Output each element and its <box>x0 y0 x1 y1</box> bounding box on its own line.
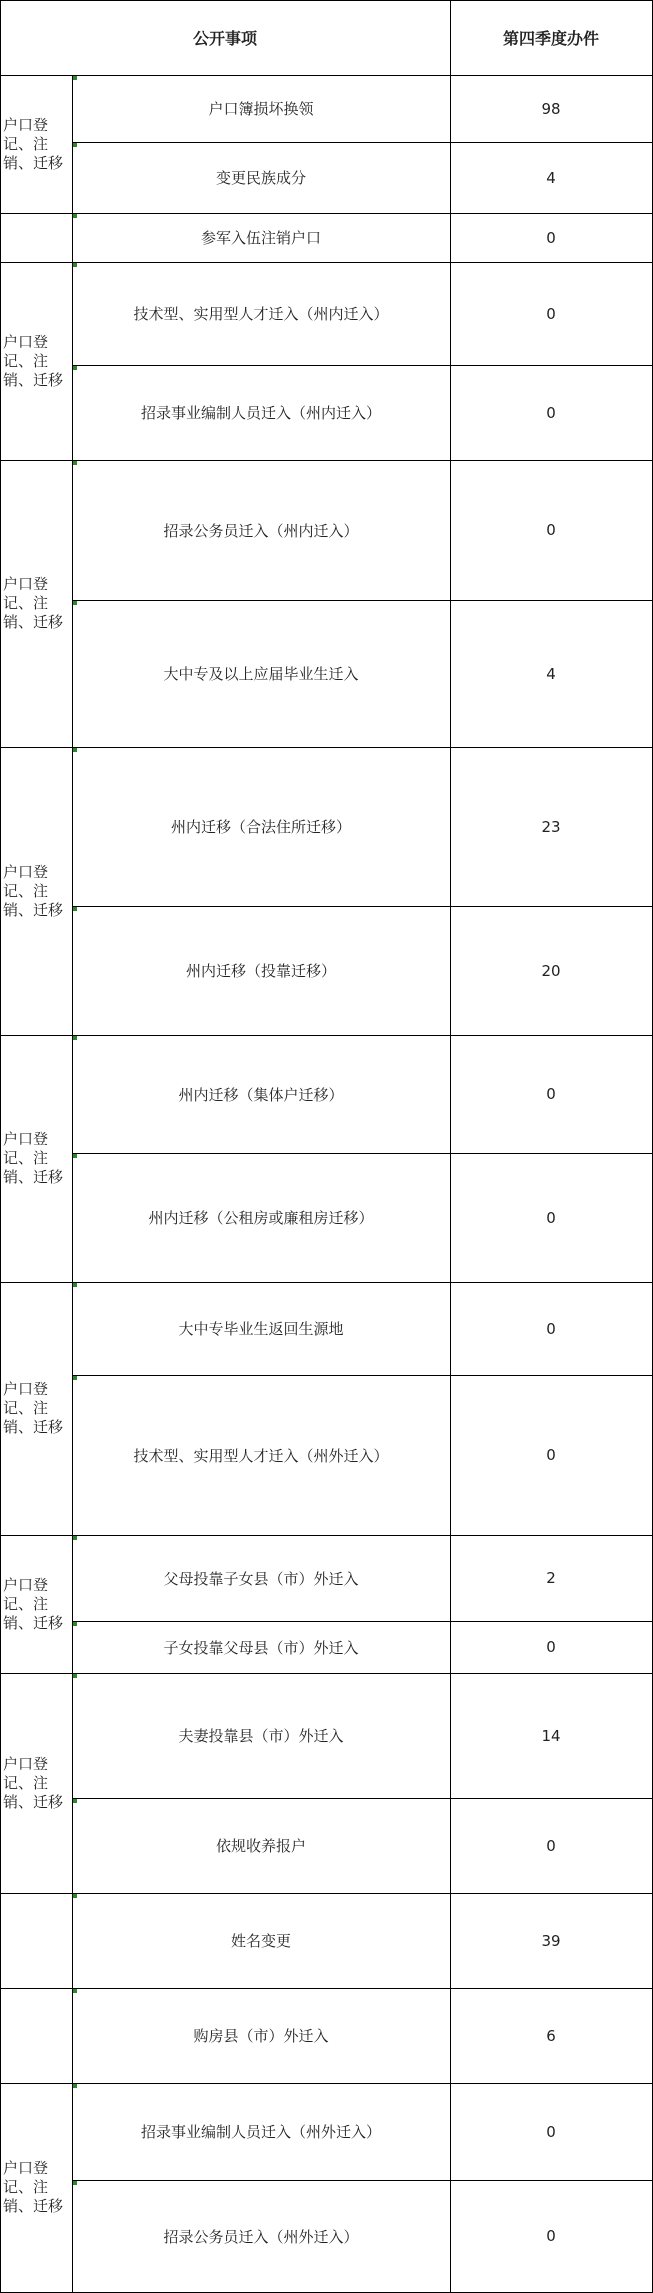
row-separator <box>72 1535 653 1536</box>
cell-corner-mark <box>73 366 77 370</box>
row-separator <box>72 906 653 907</box>
count-cell: 0 <box>546 304 556 323</box>
category-separator <box>0 747 73 748</box>
category-separator <box>0 1893 73 1894</box>
row-separator <box>72 1035 653 1036</box>
row-separator <box>72 1621 653 1622</box>
category-separator <box>0 1035 73 1036</box>
header-item-column: 公开事项 <box>192 29 257 48</box>
category-cell <box>0 75 70 213</box>
item-name-cell: 依规收养报户 <box>215 1837 306 1855</box>
category-label: 户口登记、注销、迁移 <box>3 1575 64 1632</box>
table-left-border <box>0 0 1 2293</box>
row-separator <box>72 142 653 143</box>
row-separator <box>72 365 653 366</box>
cell-corner-mark <box>73 1376 77 1380</box>
count-cell: 0 <box>546 521 556 539</box>
cell-corner-mark <box>73 1674 77 1678</box>
category-separator <box>0 213 73 214</box>
row-separator <box>72 1375 653 1376</box>
header-count-column: 第四季度办件 <box>502 29 599 48</box>
row-separator <box>72 460 653 461</box>
category-cell <box>0 460 70 747</box>
count-cell: 0 <box>546 1208 556 1227</box>
item-name-cell: 州内迁移（集体户迁移） <box>178 1085 344 1104</box>
category-separator <box>0 1282 73 1283</box>
cell-corner-mark <box>73 748 77 752</box>
count-cell: 23 <box>541 817 561 836</box>
count-cell: 14 <box>541 1726 561 1745</box>
count-cell: 0 <box>546 2122 556 2141</box>
cell-corner-mark <box>73 1036 77 1040</box>
category-separator <box>0 262 73 263</box>
count-cell: 0 <box>546 1446 556 1464</box>
count-cell: 0 <box>546 2227 556 2245</box>
category-cell <box>0 1282 70 1535</box>
count-column-divider <box>450 0 451 2293</box>
category-label: 户口登记、注销、迁移 <box>3 862 64 919</box>
cell-corner-mark <box>73 1894 77 1898</box>
item-name-cell: 州内迁移（公租房或廉租房迁移） <box>148 1209 374 1227</box>
item-name-cell: 招录事业编制人员迁入（州外迁入） <box>140 2123 381 2141</box>
count-cell: 0 <box>546 1836 556 1855</box>
row-separator <box>72 1153 653 1154</box>
cell-corner-mark <box>73 76 77 80</box>
cell-corner-mark <box>73 143 77 147</box>
item-name-cell: 购房县（市）外迁入 <box>193 2027 329 2045</box>
category-cell <box>0 1893 70 1988</box>
item-name-cell: 技术型、实用型人才迁入（州外迁入） <box>133 1446 389 1465</box>
row-separator <box>72 2083 653 2084</box>
category-cell <box>0 1535 70 1673</box>
item-name-cell: 招录事业编制人员迁入（州内迁入） <box>140 404 381 422</box>
row-separator <box>72 1798 653 1799</box>
cell-corner-mark <box>73 1989 77 1993</box>
count-cell: 6 <box>546 2026 556 2045</box>
category-cell <box>0 213 70 262</box>
cell-corner-mark <box>73 2181 77 2185</box>
category-separator <box>0 1988 73 1989</box>
cell-corner-mark <box>73 461 77 465</box>
count-cell: 4 <box>546 168 556 187</box>
category-label: 户口登记、注销、迁移 <box>3 332 64 389</box>
item-name-cell: 招录公务员迁入（州外迁入） <box>163 2227 359 2246</box>
cell-corner-mark <box>73 1283 77 1287</box>
category-label: 户口登记、注销、迁移 <box>3 1754 64 1811</box>
category-separator <box>0 1535 73 1536</box>
item-name-cell: 户口簿损坏换领 <box>208 100 314 118</box>
item-name-cell: 州内迁移（投靠迁移） <box>185 962 336 980</box>
item-name-cell: 大中专及以上应届毕业生迁入 <box>163 665 359 683</box>
category-label: 户口登记、注销、迁移 <box>3 575 64 631</box>
category-label: 户口登记、注销、迁移 <box>3 1130 64 1186</box>
item-name-cell: 夫妻投靠县（市）外迁入 <box>178 1727 344 1745</box>
row-separator <box>72 2180 653 2181</box>
category-separator <box>0 1673 73 1674</box>
category-separator <box>0 2083 73 2084</box>
count-cell: 20 <box>541 961 561 980</box>
count-cell: 2 <box>546 1569 556 1587</box>
cell-corner-mark <box>73 214 77 218</box>
category-label: 户口登记、注销、迁移 <box>3 2159 64 2215</box>
category-cell <box>0 2083 70 2292</box>
category-cell <box>0 747 70 1035</box>
row-separator <box>72 262 653 263</box>
cell-corner-mark <box>73 263 77 267</box>
count-cell: 0 <box>546 228 556 247</box>
item-name-cell: 技术型、实用型人才迁入（州内迁入） <box>133 305 389 323</box>
cell-corner-mark <box>73 1799 77 1803</box>
table-top-border <box>0 0 653 1</box>
row-separator <box>72 1673 653 1674</box>
row-separator <box>72 213 653 214</box>
count-cell: 4 <box>546 664 556 683</box>
cell-corner-mark <box>73 1536 77 1540</box>
cell-corner-mark <box>73 907 77 911</box>
row-separator <box>72 1282 653 1283</box>
count-cell: 0 <box>546 1085 556 1103</box>
category-cell <box>0 1035 70 1282</box>
item-name-cell: 父母投靠子女县（市）外迁入 <box>163 1569 359 1588</box>
category-cell <box>0 1673 70 1893</box>
cell-corner-mark <box>73 601 77 605</box>
item-name-cell: 招录公务员迁入（州内迁入） <box>163 521 359 540</box>
category-cell <box>0 262 70 460</box>
count-cell: 98 <box>541 99 561 118</box>
item-name-cell: 子女投靠父母县（市）外迁入 <box>163 1638 359 1657</box>
row-separator <box>72 1988 653 1989</box>
count-cell: 0 <box>546 1638 556 1656</box>
category-label: 户口登记、注销、迁移 <box>3 1380 64 1436</box>
category-column-divider <box>72 75 73 2293</box>
cell-corner-mark <box>73 1154 77 1158</box>
category-separator <box>0 460 73 461</box>
item-name-cell: 参军入伍注销户口 <box>200 229 321 247</box>
cell-corner-mark <box>73 1622 77 1626</box>
row-separator <box>72 600 653 601</box>
category-label: 户口登记、注销、迁移 <box>3 115 64 172</box>
count-cell: 0 <box>546 1319 556 1338</box>
row-separator <box>72 747 653 748</box>
item-name-cell: 姓名变更 <box>230 1932 291 1950</box>
item-name-cell: 州内迁移（合法住所迁移） <box>170 818 351 836</box>
header-bottom-border <box>0 75 653 76</box>
count-cell: 39 <box>541 1931 561 1950</box>
item-name-cell: 大中专毕业生返回生源地 <box>178 1320 344 1338</box>
row-separator <box>72 1893 653 1894</box>
category-cell <box>0 1988 70 2083</box>
cell-corner-mark <box>73 2084 77 2088</box>
count-cell: 0 <box>546 403 556 422</box>
item-name-cell: 变更民族成分 <box>215 169 306 187</box>
